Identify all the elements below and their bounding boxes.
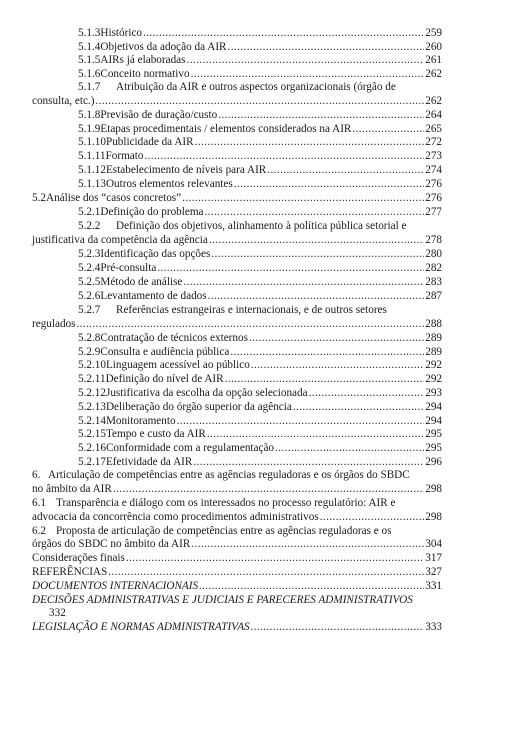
section-number: 5.2.12	[78, 387, 106, 399]
section-title: órgãos do SBDC no âmbito da AIR	[32, 538, 191, 550]
page-number: 298	[425, 483, 442, 495]
section-number: 5.2.8	[78, 332, 101, 344]
page-number: 264	[425, 109, 442, 121]
dot-leader	[275, 442, 424, 455]
toc-entry	[78, 136, 442, 149]
toc-entry	[78, 41, 442, 54]
toc-entry	[32, 566, 442, 579]
section-number: 5.1.11	[78, 150, 106, 162]
toc-entry-continuation	[32, 538, 442, 551]
dot-leader	[267, 164, 424, 177]
section-title: Atribuição da AIR e outros aspectos organizacionais (órgão de	[116, 81, 396, 93]
section-title: LEGISLAÇÃO E NORMAS ADMINISTRATIVAS	[32, 621, 250, 633]
toc-entry-continuation	[32, 234, 442, 247]
toc-entry	[78, 54, 442, 67]
dot-leader	[77, 318, 425, 331]
dot-leader	[108, 566, 424, 579]
toc-entry	[78, 304, 442, 317]
section-number: 5.2.5	[78, 276, 101, 288]
section-title: Levantamento de dados	[100, 290, 207, 302]
section-title: AIRs já elaboradas	[100, 54, 186, 66]
page-number: 292	[425, 373, 442, 385]
dot-leader	[143, 27, 424, 40]
dot-leader	[251, 621, 425, 634]
toc-entry-continuation	[32, 318, 442, 331]
toc-entry	[32, 525, 442, 538]
dot-leader	[144, 150, 424, 163]
toc-entry	[32, 552, 442, 565]
section-title: Previsão de duração/custo	[100, 109, 218, 121]
dot-leader	[177, 415, 425, 428]
section-title: Consulta e audiência pública	[100, 346, 230, 358]
section-number: 5.1.7	[78, 81, 101, 93]
section-title: Método de análise	[100, 276, 183, 288]
section-number: 6.1	[32, 497, 46, 509]
section-number: 5.2.11	[78, 373, 106, 385]
toc-entry-continuation	[32, 511, 442, 524]
dot-leader	[228, 41, 425, 54]
dot-leader	[187, 54, 425, 67]
section-title: advocacia da concorrência como procedimentos administrativos	[32, 511, 319, 523]
page-number: 293	[425, 387, 442, 399]
dot-leader	[126, 552, 424, 565]
page-number: 283	[425, 276, 442, 288]
section-title: Formato	[105, 150, 144, 162]
toc-entry	[78, 248, 442, 261]
toc-entry	[78, 81, 442, 94]
section-title: Justificativa da escolha da opção selecionada	[105, 387, 308, 399]
section-number: 6.2	[32, 525, 46, 537]
dot-leader	[195, 136, 425, 149]
section-title: regulados	[32, 318, 76, 330]
section-title: no âmbito da AIR	[32, 483, 112, 495]
page-number: 304	[425, 538, 442, 550]
toc-entry	[78, 387, 442, 400]
dot-leader	[209, 234, 424, 247]
page-number: 282	[425, 262, 442, 274]
toc-entry	[78, 442, 442, 455]
toc-entry	[78, 373, 442, 386]
page-number: 295	[425, 442, 442, 454]
toc-entry	[78, 68, 442, 81]
toc-entry	[78, 401, 442, 414]
section-title: Transparência e diálogo com os interessados no processo regulatório: AIR e	[56, 497, 396, 509]
section-title: Análise dos “casos concretos”	[45, 192, 182, 204]
section-title: Considerações finais	[32, 552, 125, 564]
page-number: 276	[425, 178, 442, 190]
page-number: 332	[49, 607, 66, 619]
section-title: REFERÊNCIAS	[32, 566, 108, 578]
page-number: 278	[425, 234, 442, 246]
toc-entry	[78, 150, 442, 163]
section-number: 5.2	[32, 192, 46, 204]
page-number: 260	[425, 41, 442, 53]
page-number: 289	[425, 346, 442, 358]
toc-entry	[32, 497, 442, 510]
section-title: Identificação das opções	[100, 248, 211, 260]
page-number: 295	[425, 428, 442, 440]
dot-leader	[218, 109, 424, 122]
page-number: 262	[425, 95, 442, 107]
toc-entry	[32, 469, 442, 482]
page-number: 274	[425, 164, 442, 176]
section-title: Definição dos objetivos, alinhamento à política pública setorial e	[116, 220, 407, 232]
section-number: 5.1.9	[78, 123, 101, 135]
section-title: Articulação de competências entre as agências reguladoras e os órgãos do SBDC	[48, 469, 410, 481]
toc-entry	[78, 27, 442, 40]
dot-leader	[95, 95, 424, 108]
page-number: 296	[425, 456, 442, 468]
dot-leader	[193, 456, 424, 469]
dot-leader	[293, 401, 424, 414]
toc-entry	[78, 332, 442, 345]
dot-leader	[207, 428, 424, 441]
section-number: 5.2.14	[78, 415, 106, 427]
section-number: 5.1.8	[78, 109, 101, 121]
toc-entry	[78, 428, 442, 441]
section-title: Definição do problema	[100, 206, 204, 218]
section-number: 6.	[32, 469, 41, 481]
section-number: 5.2.2	[78, 220, 101, 232]
section-title: Referências estrangeiras e internacionais, e de outros setores	[116, 304, 387, 316]
section-number: 5.2.16	[78, 442, 106, 454]
dot-leader	[211, 248, 424, 261]
section-number: 5.2.6	[78, 290, 101, 302]
section-title: Etapas procedimentais / elementos considerados na AIR	[100, 123, 352, 135]
section-number: 5.1.4	[78, 41, 101, 53]
dot-leader	[191, 68, 425, 81]
toc-entry	[78, 220, 442, 233]
page-number: 277	[425, 206, 442, 218]
dot-leader	[208, 290, 425, 303]
toc-entry	[78, 415, 442, 428]
toc-entry-continuation	[49, 607, 109, 620]
page-number: 273	[425, 150, 442, 162]
page-number: 317	[425, 552, 442, 564]
section-number: 5.2.7	[78, 304, 101, 316]
toc-entry	[78, 262, 442, 275]
toc-entry	[32, 192, 442, 205]
section-title: Deliberação do órgão superior da agência	[105, 401, 292, 413]
page-number: 327	[425, 566, 442, 578]
dot-leader	[205, 206, 425, 219]
toc-entry	[78, 276, 442, 289]
section-title: Linguagem acessível ao público	[105, 359, 250, 371]
page-number: 294	[425, 401, 442, 413]
section-title: Definição do nível de AIR	[105, 373, 224, 385]
section-title: Conceito normativo	[100, 68, 190, 80]
section-title: Conformidade com a regulamentação	[105, 442, 275, 454]
section-number: 5.1.12	[78, 164, 106, 176]
toc-entry	[78, 178, 442, 191]
section-title: justificativa da competência da agência	[32, 234, 208, 246]
section-number: 5.2.10	[78, 359, 106, 371]
dot-leader	[320, 511, 424, 524]
dot-leader	[183, 276, 424, 289]
section-title: DOCUMENTOS INTERNACIONAIS	[32, 580, 199, 592]
section-number: 5.1.5	[78, 54, 101, 66]
dot-leader	[309, 387, 425, 400]
toc-entry	[78, 123, 442, 136]
dot-leader	[225, 373, 425, 386]
section-title: Pré-consulta	[100, 262, 157, 274]
section-title: Proposta de articulação de competências entre as agências reguladoras e os	[56, 525, 392, 537]
section-title: Publicidade da AIR	[105, 136, 194, 148]
toc-entry-continuation	[32, 95, 442, 108]
section-title: Outros elementos relevantes	[105, 178, 233, 190]
section-number: 5.2.3	[78, 248, 101, 260]
toc-entry	[32, 580, 442, 593]
toc-entry	[32, 594, 452, 607]
section-title: Monitoramento	[105, 415, 176, 427]
dot-leader	[182, 192, 424, 205]
section-title: Tempo e custo da AIR	[105, 428, 206, 440]
dot-leader	[199, 580, 424, 593]
page-number: 298	[425, 511, 442, 523]
section-title: Objetivos da adoção da AIR	[100, 41, 227, 53]
toc-entry	[32, 621, 442, 634]
section-number: 5.2.1	[78, 206, 101, 218]
page-number: 294	[425, 415, 442, 427]
section-number: 5.1.13	[78, 178, 106, 190]
section-number: 5.2.9	[78, 346, 101, 358]
toc-entry	[78, 290, 442, 303]
dot-leader	[249, 332, 424, 345]
section-title: DECISÕES ADMINISTRATIVAS E JUDICIAIS E PARECERES ADMINISTRATIVOS	[32, 594, 413, 606]
dot-leader	[157, 262, 424, 275]
toc-entry	[78, 109, 442, 122]
section-title: Histórico	[100, 27, 143, 39]
page-number: 288	[425, 318, 442, 330]
page-number: 262	[425, 68, 442, 80]
section-number: 5.1.10	[78, 136, 106, 148]
toc-entry	[78, 456, 442, 469]
dot-leader	[113, 483, 424, 496]
page-number: 261	[425, 54, 442, 66]
page-number: 287	[425, 290, 442, 302]
section-number: 5.1.3	[78, 27, 101, 39]
section-title: Estabelecimento de níveis para AIR	[105, 164, 267, 176]
page-number: 289	[425, 332, 442, 344]
page-number: 331	[425, 580, 442, 592]
toc-entry	[78, 206, 442, 219]
page-number: 276	[425, 192, 442, 204]
page-number: 280	[425, 248, 442, 260]
dot-leader	[234, 178, 425, 191]
page-number: 333	[425, 621, 442, 633]
page-number: 265	[425, 123, 442, 135]
toc-entry-continuation	[32, 483, 442, 496]
section-title: consulta, etc.)	[32, 95, 95, 107]
dot-leader	[191, 538, 424, 551]
section-number: 5.2.17	[78, 456, 106, 468]
toc-entry	[78, 164, 442, 177]
section-number: 5.2.13	[78, 401, 106, 413]
dot-leader	[352, 123, 424, 136]
section-number: 5.2.15	[78, 428, 106, 440]
page-number: 292	[425, 359, 442, 371]
page-number: 272	[425, 136, 442, 148]
page-number: 259	[425, 27, 442, 39]
toc-entry	[78, 346, 442, 359]
toc-entry	[78, 359, 442, 372]
dot-leader	[251, 359, 424, 372]
section-title: Efetividade da AIR	[105, 456, 193, 468]
section-number: 5.2.4	[78, 262, 101, 274]
section-number: 5.1.6	[78, 68, 101, 80]
section-title: Contratação de técnicos externos	[100, 332, 248, 344]
dot-leader	[230, 346, 424, 359]
